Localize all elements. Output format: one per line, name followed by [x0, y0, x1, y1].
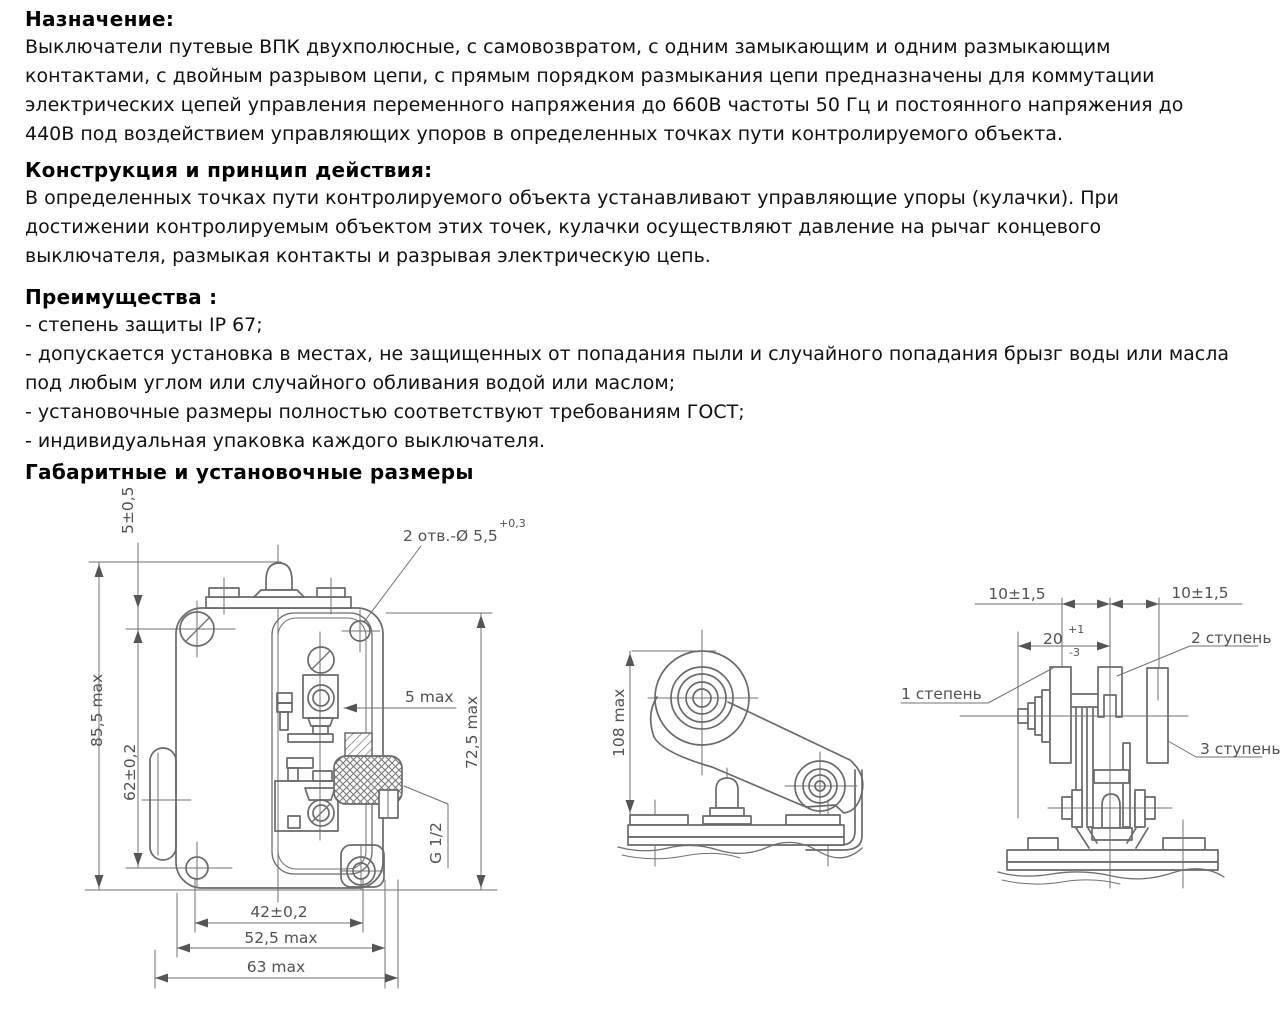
front-view — [85, 487, 526, 989]
dim-height-85-5-max: 85,5 max — [88, 673, 106, 747]
text-line: электрических цепей управления переменного напряжения до 660В частоты 50 Гц и постоянного напряжения до — [25, 94, 1184, 116]
text-line: В определенных точках пути контролируемого объекта устанавливают управляющие упоры (кулачки). При — [25, 187, 1119, 209]
section-heading-preimushestva: Преимущества : — [25, 285, 218, 309]
label-stage-1: 1 степень — [901, 685, 982, 703]
dim-10-left: 10±1,5 — [988, 585, 1046, 603]
text-line: достижении контролируемым объектом этих точек, кулачки осуществляют давление на рычаг концевого — [25, 216, 1102, 238]
text-line: под любым углом или случайного обливания водой или маслом; — [25, 372, 676, 394]
dim-108-max: 108 max — [610, 688, 628, 757]
text-line: - степень защиты IP 67; — [25, 314, 263, 336]
dim-20-lower-tolerance: -3 — [1069, 646, 1080, 659]
paragraph-konstrukcia — [25, 184, 1265, 271]
label-stage-2: 2 ступень — [1191, 629, 1272, 647]
dim-5-max: 5 max — [405, 688, 454, 706]
dim-hole-spacing-62: 62±0,2 — [121, 743, 139, 801]
label-stage-3: 3 ступень — [1200, 740, 1280, 758]
section-heading-gabarity: Габаритные и установочные размеры — [25, 460, 474, 484]
text-line: - установочные размеры полностью соответствуют требованиям ГОСТ; — [25, 401, 745, 423]
holes-callout-tolerance: +0,3 — [499, 517, 526, 530]
text-line: - индивидуальная упаковка каждого выключателя. — [25, 430, 546, 452]
top-view-stages — [901, 584, 1280, 888]
dim-body-height-72-5: 72,5 max — [463, 695, 481, 769]
text-line: 440В под воздействием управляющих упоров в определенных точках пути контролируемого объекта. — [25, 123, 1063, 145]
dim-20: 20 — [1043, 630, 1063, 648]
document-text — [25, 7, 1265, 484]
side-view-roller-lever — [610, 630, 863, 866]
text-line: - допускается установка в местах, не защищенных от попадания пыли и случайного попадания брызг воды или масла — [25, 343, 1230, 365]
section-heading-konstrukcia: Конструкция и принцип действия: — [25, 158, 433, 182]
dim-hole-spacing-42: 42±0,2 — [250, 903, 308, 921]
text-line: Выключатели путевые ВПК двухполюсные, с самовозвратом, с одним замыкающим и одним размыкающим — [25, 36, 1111, 58]
dim-width-63: 63 max — [246, 958, 306, 976]
text-line: выключателя, размыкая контакты и разрывая электрическую цепь. — [25, 245, 711, 267]
dim-10-right: 10±1,5 — [1171, 584, 1229, 602]
dim-width-52-5: 52,5 max — [244, 929, 318, 947]
section-heading-naznachenie: Назначение: — [25, 7, 175, 31]
text-line: контактами, с двойным разрывом цепи, с прямым порядком размыкания цепи предназначены для коммутации — [25, 65, 1155, 87]
paragraph-naznachenie — [25, 33, 1265, 149]
dim-plunger-travel: 5±0,5 — [119, 486, 137, 534]
dim-20-upper-tolerance: +1 — [1068, 623, 1085, 636]
holes-callout: 2 отв.-Ø 5,5 — [403, 527, 498, 545]
thread-g12-label: G 1/2 — [427, 822, 445, 864]
dimensional-drawings — [0, 480, 1280, 1030]
paragraph-preimushestva — [25, 311, 1265, 456]
